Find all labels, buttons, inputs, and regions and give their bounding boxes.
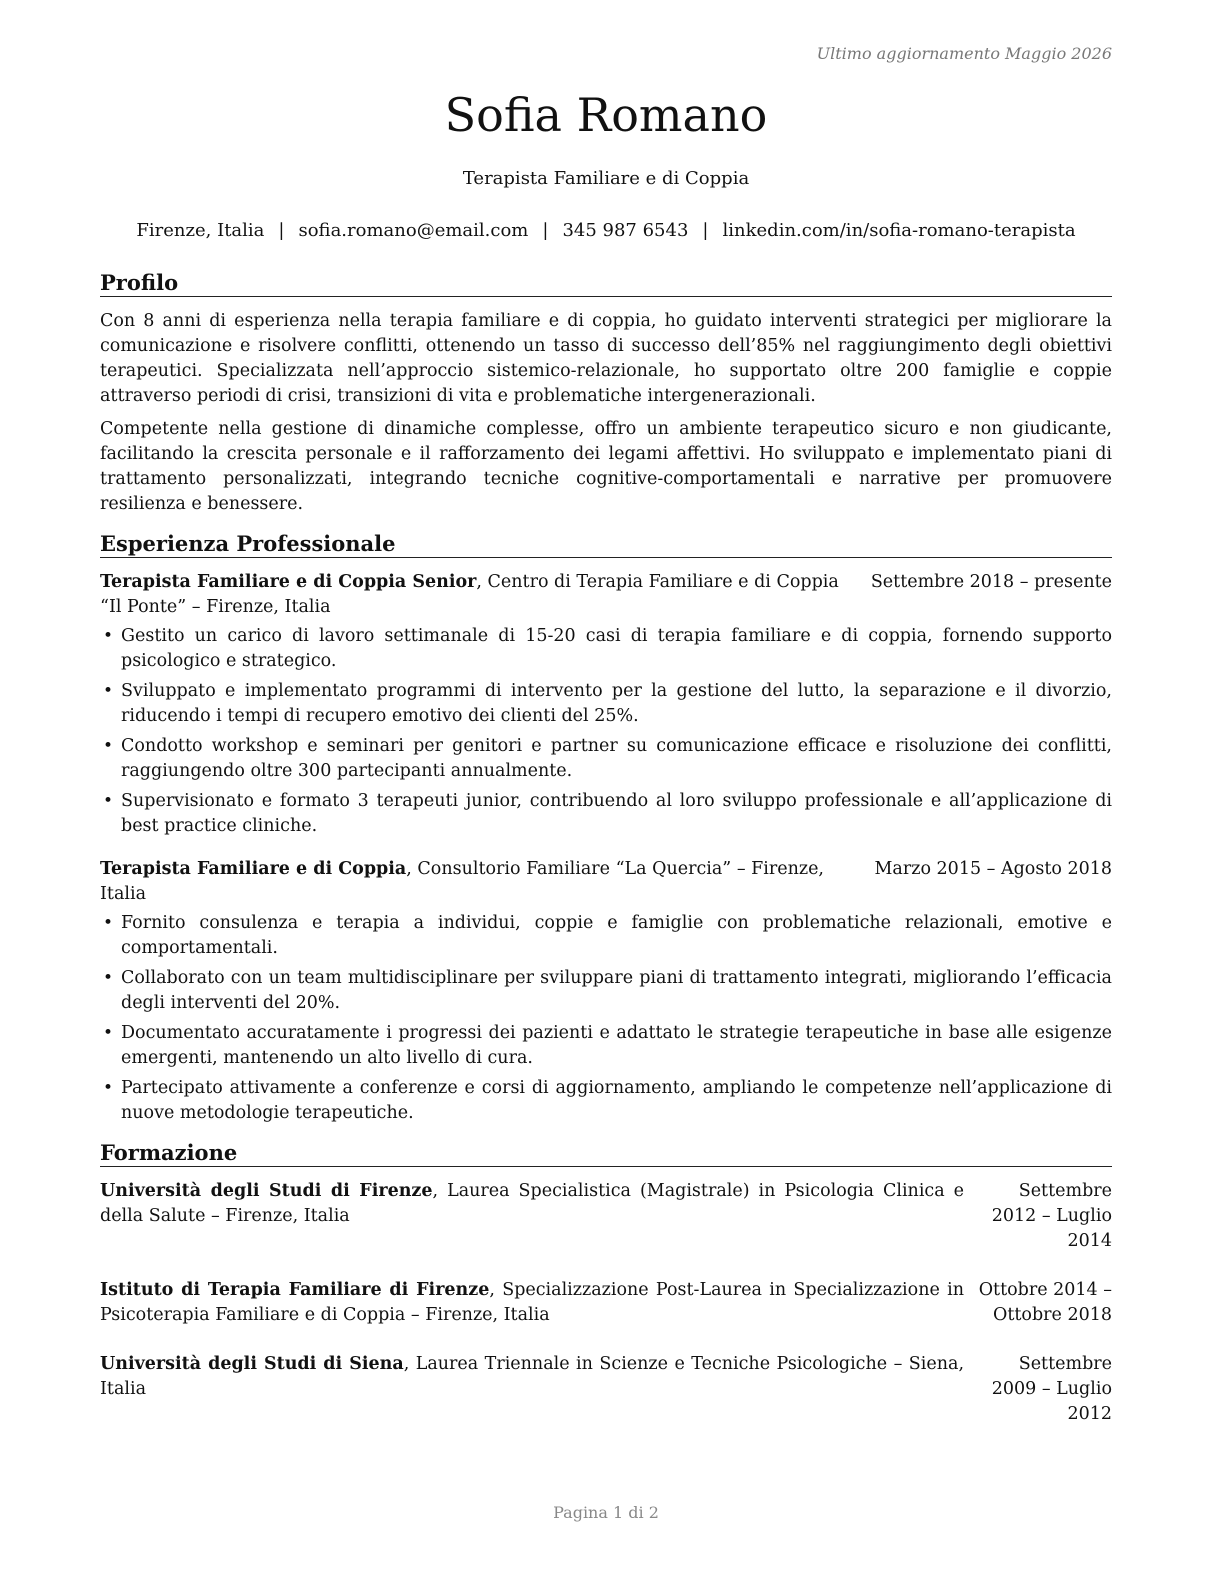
list-item bbox=[100, 624, 1112, 674]
bullet-icon: • bbox=[103, 626, 114, 646]
education-title bbox=[100, 1352, 964, 1427]
bullet-icon: • bbox=[103, 1023, 114, 1043]
candidate-title: Terapista Familiare e di Coppia bbox=[462, 168, 750, 189]
section-heading-experience: Esperienza Professionale bbox=[100, 531, 1112, 558]
bullet-text: Documentato accuratamente i progressi dei pazienti e adattato le strategie terapeutiche in base alle esigenze emergenti, mantenendo un alto livello di cura. bbox=[121, 1023, 1112, 1068]
education-dates: Settembre 2009 – Luglio 2012 bbox=[991, 1354, 1112, 1424]
education-title bbox=[100, 1179, 964, 1254]
job-title-line bbox=[100, 570, 861, 620]
list-item bbox=[100, 1021, 1112, 1071]
candidate-name: Sofia Romano bbox=[444, 88, 768, 142]
education-school: Università degli Studi di Firenze bbox=[100, 1181, 433, 1201]
section-heading-profile: Profilo bbox=[100, 270, 1112, 297]
list-item bbox=[100, 679, 1112, 729]
education-entry bbox=[100, 1179, 1112, 1254]
bullet-icon: • bbox=[103, 968, 114, 988]
list-item bbox=[100, 789, 1112, 839]
bullet-text: Gestito un carico di lavoro settimanale di 15-20 casi di terapia familiare e di coppia, fornendo supporto psicologico e strategico. bbox=[121, 626, 1112, 671]
job-header bbox=[100, 857, 1112, 907]
bullet-text: Fornito consulenza e terapia a individui, coppie e famiglie con problematiche relazionali, emotive e comportamentali. bbox=[121, 913, 1112, 958]
job-bullets bbox=[100, 624, 1112, 839]
job-role: Terapista Familiare e di Coppia bbox=[100, 859, 407, 879]
education-entry bbox=[100, 1278, 1112, 1328]
job-org: , Consultorio Familiare “La Quercia” – Firenze, Italia bbox=[100, 859, 824, 904]
contact-location: Firenze, Italia bbox=[136, 220, 265, 241]
education-detail: , Laurea Specialistica (Magistrale) in Psicologia Clinica e della Salute – Firenze, Italia bbox=[100, 1181, 964, 1226]
bullet-icon: • bbox=[103, 736, 114, 756]
education-title bbox=[100, 1278, 964, 1328]
contact-phone[interactable]: 345 987 6543 bbox=[562, 220, 689, 241]
section-heading-education: Formazione bbox=[100, 1140, 1112, 1167]
contact-separator: | bbox=[702, 220, 709, 241]
list-item bbox=[100, 966, 1112, 1016]
education-detail: , Specializzazione Post-Laurea in Specializzazione in Psicoterapia Familiare e di Coppia – Firenze, Italia bbox=[100, 1280, 964, 1325]
education-entry bbox=[100, 1352, 1112, 1427]
profile-section bbox=[100, 309, 1112, 517]
list-item bbox=[100, 911, 1112, 961]
job-dates: Marzo 2015 – Agosto 2018 bbox=[874, 859, 1112, 879]
bullet-text: Condotto workshop e seminari per genitori e partner su comunicazione efficace e risoluzione dei conflitti, raggiungendo oltre 300 partecipanti annualmente. bbox=[121, 736, 1112, 781]
contact-line bbox=[100, 220, 1112, 241]
job-dates: Settembre 2018 – presente bbox=[870, 572, 1112, 592]
bullet-icon: • bbox=[103, 791, 114, 811]
job-title-line bbox=[100, 857, 865, 907]
bullet-text: Supervisionato e formato 3 terapeuti junior, contribuendo al loro sviluppo professionale e all’applicazione di best practice cliniche. bbox=[121, 791, 1112, 836]
bullet-icon: • bbox=[103, 1078, 114, 1098]
last-update-note: Ultimo aggiornamento Maggio 2026 bbox=[816, 44, 1112, 63]
bullet-text: Sviluppato e implementato programmi di intervento per la gestione del lutto, la separazione e il divorzio, riducendo i tempi di recupero emotivo dei clienti del 25%. bbox=[121, 681, 1112, 726]
bullet-icon: • bbox=[103, 681, 114, 701]
bullet-icon: • bbox=[103, 913, 114, 933]
education-school: Istituto di Terapia Familiare di Firenze bbox=[100, 1280, 490, 1300]
education-dates: Settembre 2012 – Luglio 2014 bbox=[991, 1181, 1112, 1251]
job-entry bbox=[100, 857, 1112, 1126]
contact-separator: | bbox=[278, 220, 285, 241]
job-header bbox=[100, 570, 1112, 620]
resume-page bbox=[100, 0, 1112, 1584]
education-detail: , Laurea Triennale in Scienze e Tecniche Psicologiche – Siena, Italia bbox=[100, 1354, 965, 1399]
list-item bbox=[100, 1076, 1112, 1126]
job-role: Terapista Familiare e di Coppia Senior bbox=[100, 572, 477, 592]
list-item bbox=[100, 734, 1112, 784]
education-dates: Ottobre 2014 – Ottobre 2018 bbox=[978, 1280, 1112, 1325]
page-number: Pagina 1 di 2 bbox=[553, 1503, 659, 1522]
education-school: Università degli Studi di Siena bbox=[100, 1354, 404, 1374]
contact-separator: | bbox=[542, 220, 549, 241]
bullet-text: Collaborato con un team multidisciplinare per sviluppare piani di trattamento integrati, migliorando l’efficacia degli interventi del 20%. bbox=[121, 968, 1112, 1013]
profile-paragraph: Competente nella gestione di dinamiche complesse, offro un ambiente terapeutico sicuro e non giudicante, facilitando la crescita personale e il rafforzamento dei legami affettivi. Ho sviluppato e implementato piani di trattamento personalizzati, integrando tecniche cognitive-comportamentali e narrative per promuovere resilienza e benessere. bbox=[100, 419, 1112, 514]
bullet-text: Partecipato attivamente a conferenze e corsi di aggiornamento, ampliando le competenze nell’applicazione di nuove metodologie terapeutiche. bbox=[121, 1078, 1112, 1123]
job-org: , Centro di Terapia Familiare e di Coppia “Il Ponte” – Firenze, Italia bbox=[100, 572, 839, 617]
profile-paragraph: Con 8 anni di esperienza nella terapia familiare e di coppia, ho guidato interventi strategici per migliorare la comunicazione e risolvere conflitti, ottenendo un tasso di successo dell’85% nel raggiungimento degli obiettivi terapeutici. Specializzata nell’approccio sistemico-relazionale, ho supportato oltre 200 famiglie e coppie attraverso periodi di crisi, transizioni di vita e problematiche intergenerazionali. bbox=[100, 311, 1112, 406]
job-bullets bbox=[100, 911, 1112, 1126]
contact-linkedin[interactable]: linkedin.com/in/sofia-romano-terapista bbox=[722, 220, 1076, 241]
job-entry bbox=[100, 570, 1112, 839]
resume-content bbox=[100, 270, 1112, 1427]
contact-email[interactable]: sofia.romano@email.com bbox=[298, 220, 529, 241]
